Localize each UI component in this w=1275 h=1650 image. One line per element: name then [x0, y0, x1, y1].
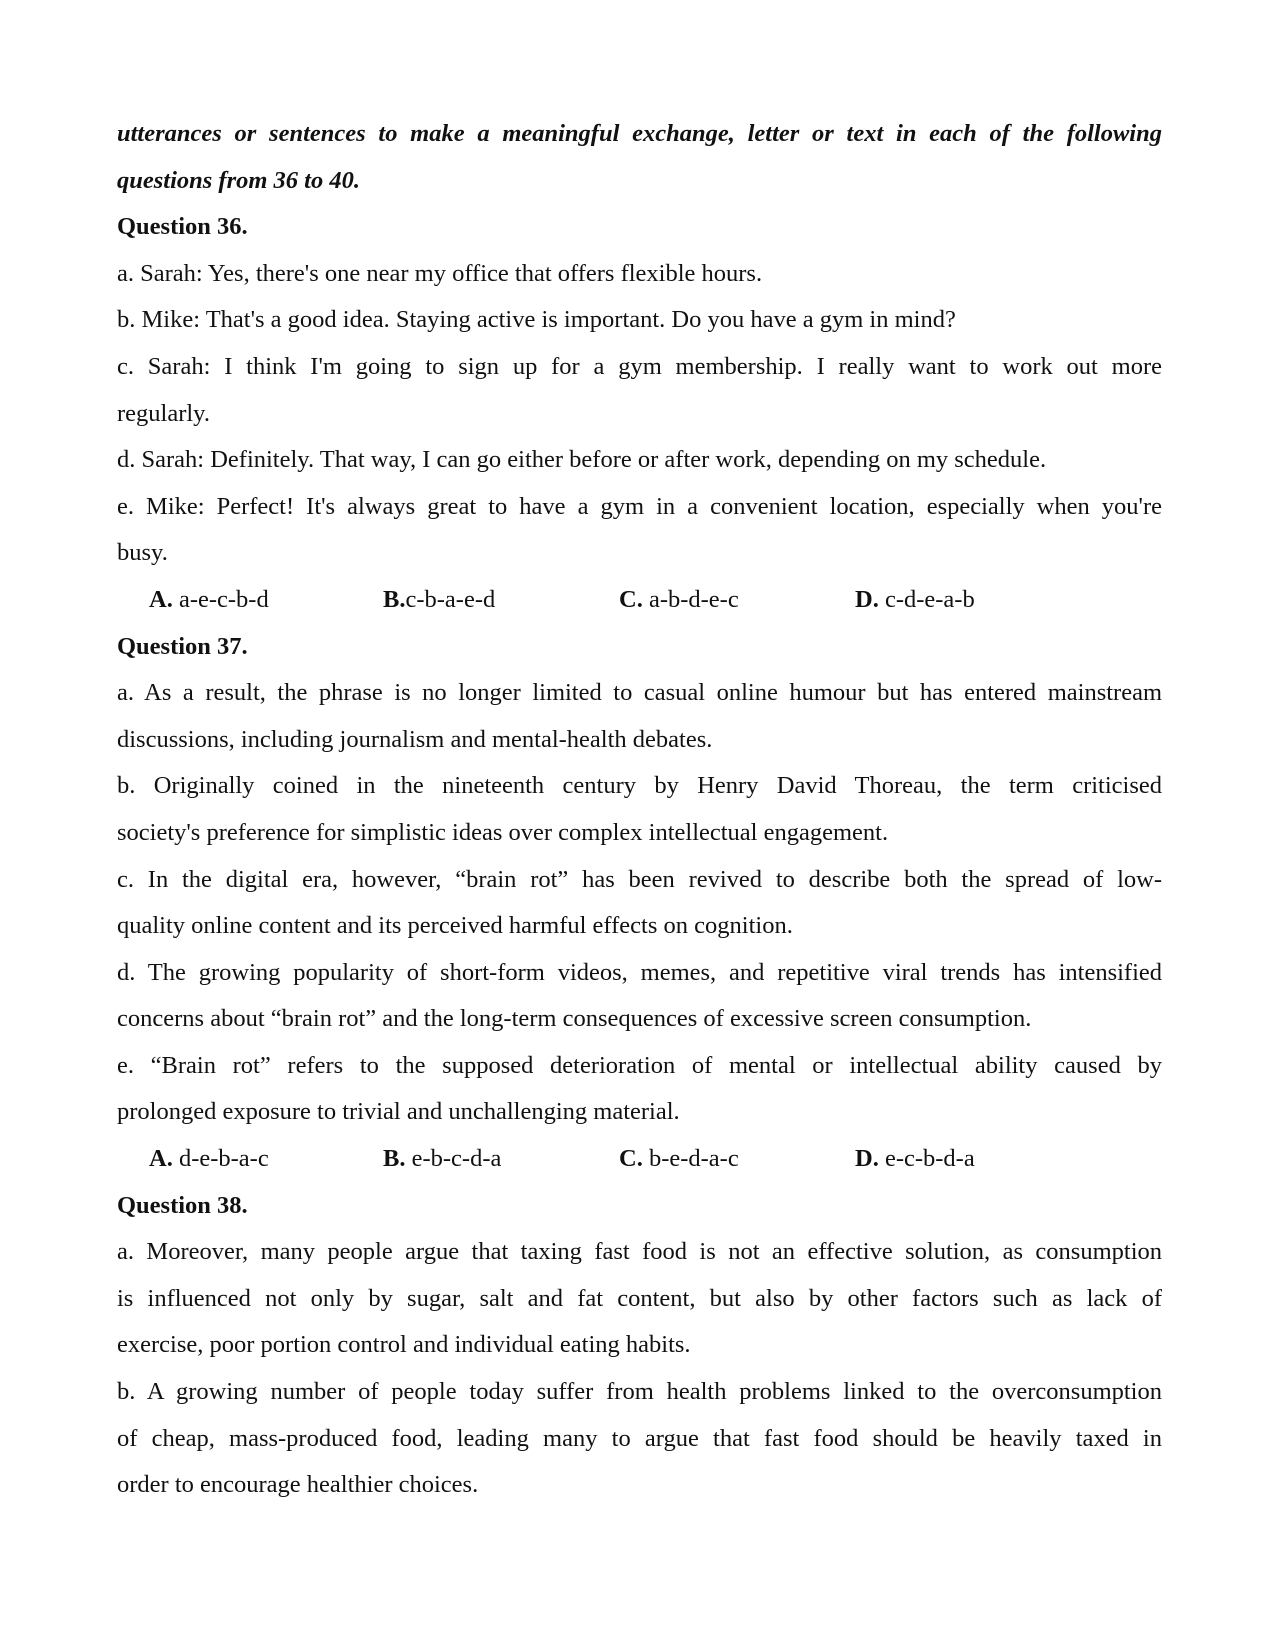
q36-sentence-c-line-1: c. Sarah: I think I'm going to sign up for a gym membership. I really want to work out more — [117, 352, 1162, 380]
q37-sentence-c-line-1: c. In the digital era, however, “brain rot” has been revived to describe both the spread of low- — [117, 865, 1162, 893]
q38-sentence-a-line-1: a. Moreover, many people argue that taxing fast food is not an effective solution, as consumption — [117, 1238, 1162, 1266]
q36-sentence-e-line-1: e. Mike: Perfect! It's always great to have a gym in a convenient location, especially when you're — [117, 492, 1162, 520]
q37-sentence-b-line-2: society's preference for simplistic ideas over complex intellectual engagement. — [117, 818, 889, 846]
question-37-title: Question 37. — [117, 632, 248, 660]
q37-option-a[interactable]: A. d-e-b-a-c — [149, 1145, 269, 1173]
q37-sentence-c-line-2: quality online content and its perceived harmful effects on cognition. — [117, 912, 793, 940]
q36-sentence-b: b. Mike: That's a good idea. Staying active is important. Do you have a gym in mind? — [117, 306, 956, 334]
q36-sentence-d: d. Sarah: Definitely. That way, I can go either before or after work, depending on my schedule. — [117, 446, 1047, 474]
q36-option-d[interactable]: D. c-d-e-a-b — [855, 585, 975, 613]
q36-sentence-e-line-2: busy. — [117, 539, 168, 567]
q36-options — [117, 577, 1162, 624]
instruction-line-2: questions from 36 to 40. — [117, 166, 360, 194]
q37-option-b[interactable]: B. e-b-c-d-a — [383, 1145, 502, 1173]
q38-sentence-b-line-2: of cheap, mass-produced food, leading many to argue that fast food should be heavily taxed in — [117, 1424, 1162, 1452]
instruction-line-1: utterances or sentences to make a meaningful exchange, letter or text in each of the following — [117, 120, 1162, 147]
q36-option-b[interactable]: B.c-b-a-e-d — [383, 585, 496, 613]
q36-option-c[interactable]: C. a-b-d-e-c — [619, 585, 739, 613]
q36-sentence-c-line-2: regularly. — [117, 399, 210, 427]
question-36-title: Question 36. — [117, 213, 248, 241]
q37-sentence-d-line-1: d. The growing popularity of short-form videos, memes, and repetitive viral trends has intensified — [117, 958, 1162, 986]
q37-option-c[interactable]: C. b-e-d-a-c — [619, 1145, 739, 1173]
q36-option-a[interactable]: A. a-e-c-b-d — [149, 585, 269, 613]
q37-options — [117, 1136, 1162, 1183]
q37-sentence-b-line-1: b. Originally coined in the nineteenth century by Henry David Thoreau, the term criticised — [117, 772, 1162, 800]
q38-sentence-a-line-2: is influenced not only by sugar, salt and fat content, but also by other factors such as lack of — [117, 1284, 1162, 1312]
q38-sentence-b-line-3: order to encourage healthier choices. — [117, 1471, 479, 1499]
q37-sentence-a-line-2: discussions, including journalism and mental-health debates. — [117, 725, 713, 753]
q37-sentence-e-line-2: prolonged exposure to trivial and unchallenging material. — [117, 1098, 680, 1126]
q38-sentence-a-line-3: exercise, poor portion control and individual eating habits. — [117, 1331, 691, 1359]
q38-sentence-b-line-1: b. A growing number of people today suffer from health problems linked to the overconsumption — [117, 1378, 1162, 1406]
question-38-title: Question 38. — [117, 1191, 248, 1219]
q37-sentence-a-line-1: a. As a result, the phrase is no longer limited to casual online humour but has entered mainstream — [117, 679, 1162, 707]
document-page — [117, 111, 1162, 1509]
q36-sentence-a: a. Sarah: Yes, there's one near my office that offers flexible hours. — [117, 259, 763, 287]
q37-sentence-d-line-2: concerns about “brain rot” and the long-term consequences of excessive screen consumption. — [117, 1005, 1032, 1033]
q37-sentence-e-line-1: e. “Brain rot” refers to the supposed deterioration of mental or intellectual ability caused by — [117, 1051, 1162, 1079]
q37-option-d[interactable]: D. e-c-b-d-a — [855, 1145, 975, 1173]
